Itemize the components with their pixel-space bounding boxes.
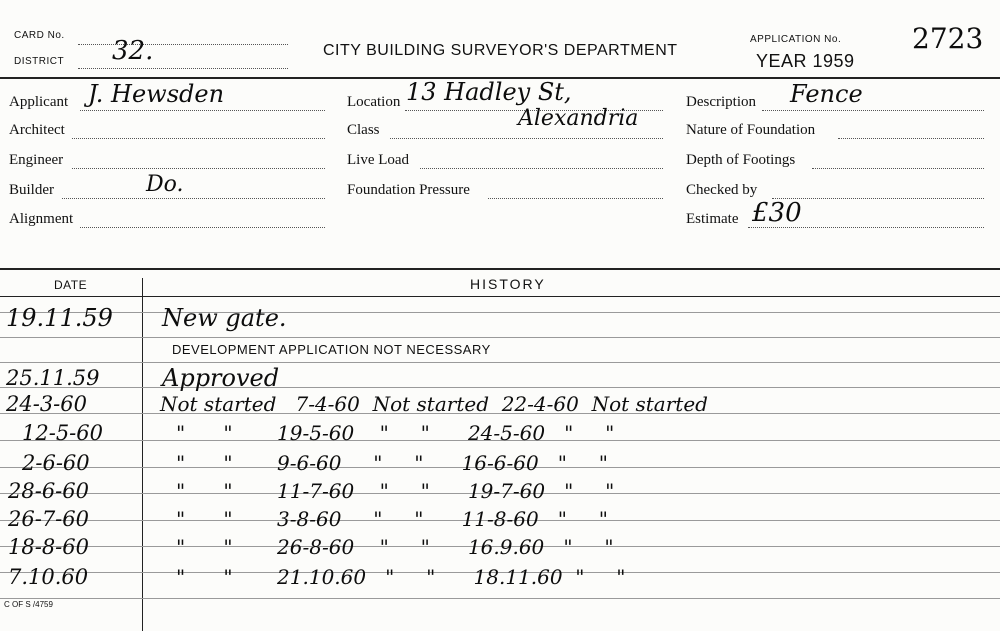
card-no-line: [78, 44, 288, 45]
row-entry: " " 21.10.60 " " 18.11.60 " ": [176, 565, 626, 589]
row-date: 26-7-60: [8, 507, 89, 531]
district-value: 32.: [112, 36, 154, 66]
stamp: DEVELOPMENT APPLICATION NOT NECESSARY: [172, 342, 491, 357]
builder-value: Do.: [146, 172, 184, 197]
checked-by-line: [772, 198, 984, 199]
description-line: [762, 110, 984, 111]
description-value: Fence: [790, 80, 863, 108]
ruled-line: [0, 312, 1000, 313]
row-date: 7.10.60: [8, 565, 89, 589]
ruled-line: [0, 598, 1000, 599]
class-label: Class: [347, 122, 380, 138]
applicant-label: Applicant: [9, 94, 69, 110]
row-date: 28-6-60: [8, 479, 89, 503]
location-value-2: Alexandria: [518, 106, 639, 131]
form-code: C OF S /4759: [4, 600, 53, 609]
depth-of-footings-line: [812, 168, 984, 169]
row-date: 24-3-60: [6, 392, 87, 416]
card-no-label: CARD No.: [14, 30, 65, 41]
application-number: 2723: [912, 22, 984, 55]
row-date: 25.11.59: [6, 366, 100, 390]
ruled-line: [0, 337, 1000, 338]
row-entry: " " 26-8-60 " " 16.9.60 " ": [176, 535, 614, 559]
nature-of-foundation-label: Nature of Foundation: [686, 122, 816, 138]
history-header-rule: [0, 296, 1000, 297]
description-label: Description: [686, 94, 756, 110]
live-load-line: [420, 168, 663, 169]
estimate-label: Estimate: [686, 211, 739, 227]
live-load-label: Live Load: [347, 152, 410, 168]
district-line: [78, 68, 288, 69]
row-entry: Approved: [162, 364, 280, 392]
builder-label: Builder: [9, 182, 54, 198]
alignment-line: [80, 227, 325, 228]
row-date: 19.11.59: [6, 304, 113, 332]
application-label: APPLICATION No.: [750, 34, 842, 45]
alignment-label: Alignment: [9, 211, 74, 227]
history-top-rule: [0, 268, 1000, 270]
estimate-value: £30: [752, 198, 802, 228]
builder-line: [62, 198, 325, 199]
checked-by-label: Checked by: [686, 182, 758, 198]
row-entry: " " 19-5-60 " " 24-5-60 " ": [176, 421, 615, 445]
location-label: Location: [347, 94, 401, 110]
ruled-line: [0, 362, 1000, 363]
foundation-pressure-label: Foundation Pressure: [347, 182, 470, 198]
applicant-line: [80, 110, 325, 111]
department-title: CITY BUILDING SURVEYOR'S DEPARTMENT: [323, 42, 678, 59]
architect-line: [72, 138, 325, 139]
location-value: 13 Hadley St,: [406, 78, 572, 106]
engineer-label: Engineer: [9, 152, 64, 168]
year-label: YEAR 1959: [756, 51, 855, 71]
district-label: DISTRICT: [14, 56, 65, 67]
row-date: 12-5-60: [22, 421, 103, 445]
row-entry: Not started 7-4-60 Not started 22-4-60 Not started: [160, 392, 708, 416]
row-entry: " " 11-7-60 " " 19-7-60 " ": [176, 479, 615, 503]
date-header: DATE: [54, 278, 88, 292]
row-entry: " " 3-8-60 " " 11-8-60 " ": [176, 507, 608, 531]
architect-label: Architect: [9, 122, 65, 138]
engineer-line: [72, 168, 325, 169]
date-column-divider: [142, 278, 143, 631]
row-entry: " " 9-6-60 " " 16-6-60 " ": [176, 451, 608, 475]
row-date: 2-6-60: [22, 451, 90, 475]
depth-of-footings-label: Depth of Footings: [686, 152, 796, 168]
row-entry: New gate.: [162, 304, 287, 332]
nature-of-foundation-line: [838, 138, 984, 139]
history-header: HISTORY: [470, 276, 546, 292]
ruled-line: [0, 387, 1000, 388]
applicant-value: J. Hewsden: [88, 80, 225, 108]
foundation-pressure-line: [488, 198, 663, 199]
row-date: 18-8-60: [8, 535, 89, 559]
class-line: [390, 138, 663, 139]
